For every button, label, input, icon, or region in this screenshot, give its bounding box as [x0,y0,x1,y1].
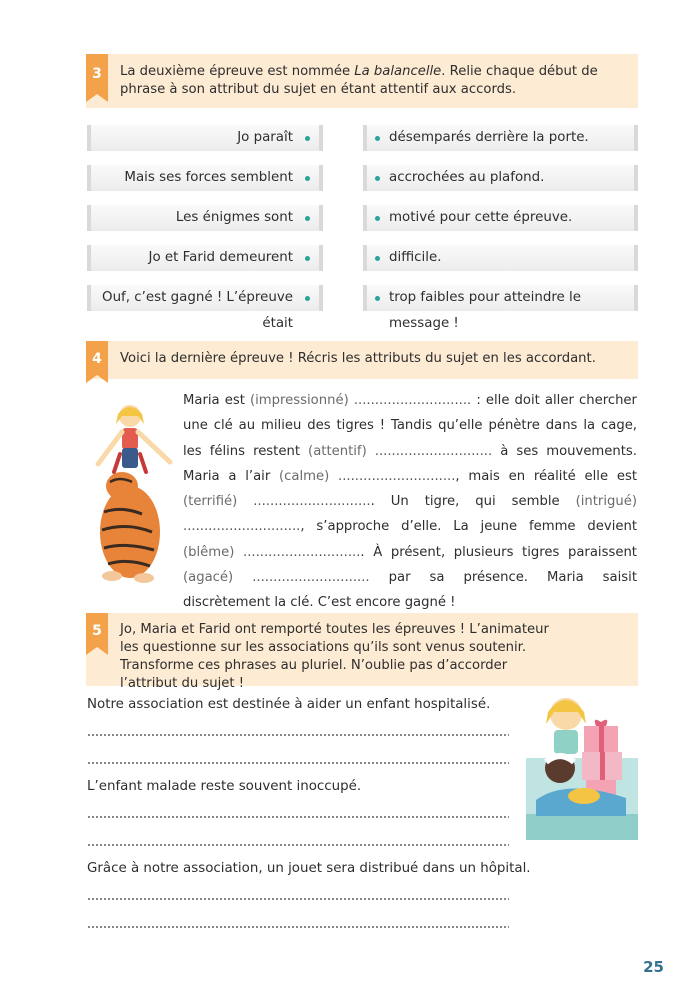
match-left-item[interactable]: Jo paraît [87,125,323,151]
exercise-3-header [86,54,638,108]
match-dot[interactable] [305,136,310,141]
answer-blank[interactable]: ............................ [243,544,361,560]
match-dot[interactable] [305,296,310,301]
match-right-item[interactable]: trop faibles pour atteindre le message ! [363,285,638,311]
match-right-item[interactable]: accrochées au plafond. [363,165,638,191]
exercise-4-paragraph: Maria est (impressionné) ............................ : elle doit aller chercher une clé au milieu des tigres ! Tandis qu’elle pénètre dans la cage, les félins restent (attentif) ............................ à ses mouvements. Maria a l’air (calme) ............................, mais en réalité elle est (terrifié) ............................. Un tigre, qui semble (intrigué) ............................, s’approche d’elle. La jeune femme devient (blême) ............................. À présent, plusieurs tigres paraissent (agacé) ............................ par sa présence. Maria saisit discrètement la clé. C’est encore gagné ! [183,393,637,611]
answer-blank[interactable]: ............................ [338,468,456,484]
maria-tiger-illustration [92,402,176,584]
exercise-5-instruction: Jo, Maria et Farid ont remporté toutes les épreuves ! L’animateur les questionne sur les associations qu’ils sont venus soutenir. Transforme ces phrases au pluriel. N’oublie pas d’accorder l’attribut du sujet ! [120,622,549,691]
match-dot[interactable] [305,256,310,261]
match-dot[interactable] [305,216,310,221]
exercise-5-sentence: Grâce à notre association, un jouet sera distribué dans un hôpital. [87,861,531,876]
match-dot[interactable] [375,256,380,261]
answer-line[interactable] [87,898,509,900]
match-right-item[interactable]: motivé pour cette épreuve. [363,205,638,231]
answer-line[interactable] [87,844,509,846]
exercise-3-number: 3 [86,54,108,94]
match-left-item[interactable]: Ouf, c’est gagné ! L’épreuve était [87,285,323,311]
page-number: 25 [643,958,664,976]
answer-line[interactable] [87,734,509,736]
exercise-5-header [86,613,638,691]
match-right-item[interactable]: difficile. [363,245,638,271]
match-dot[interactable] [375,176,380,181]
exercise-4-header [86,341,638,379]
exercise-5-sentence: L’enfant malade reste souvent inoccupé. [87,779,362,794]
match-dot[interactable] [375,136,380,141]
answer-blank[interactable]: ............................ [253,494,371,510]
answer-line[interactable] [87,926,509,928]
answer-blank[interactable]: ............................ [183,519,301,535]
exercise-4-instruction: Voici la dernière épreuve ! Récris les attributs du sujet en les accordant. [120,351,596,366]
match-left-item[interactable]: Mais ses forces semblent [87,165,323,191]
match-right-item[interactable]: désemparés derrière la porte. [363,125,638,151]
answer-line[interactable] [87,816,509,818]
answer-line[interactable] [87,762,509,764]
exercise-5-sentence: Notre association est destinée à aider un enfant hospitalisé. [87,697,491,712]
answer-blank[interactable]: ............................ [374,443,493,459]
hospital-gifts-illustration [526,688,638,840]
match-dot[interactable] [375,216,380,221]
match-left-item[interactable]: Jo et Farid demeurent [87,245,323,271]
answer-blank[interactable]: ............................ [252,570,370,586]
exercise-3-instruction: La deuxième épreuve est nommée La balancelle. Relie chaque début de phrase à son attribut du sujet en étant attentif aux accords. [120,64,598,97]
match-left-item[interactable]: Les énigmes sont [87,205,323,231]
match-dot[interactable] [375,296,380,301]
match-dot[interactable] [305,176,310,181]
answer-blank[interactable]: ............................ [353,393,472,408]
exercise-4-number: 4 [86,341,108,375]
exercise-5-number: 5 [86,613,108,647]
